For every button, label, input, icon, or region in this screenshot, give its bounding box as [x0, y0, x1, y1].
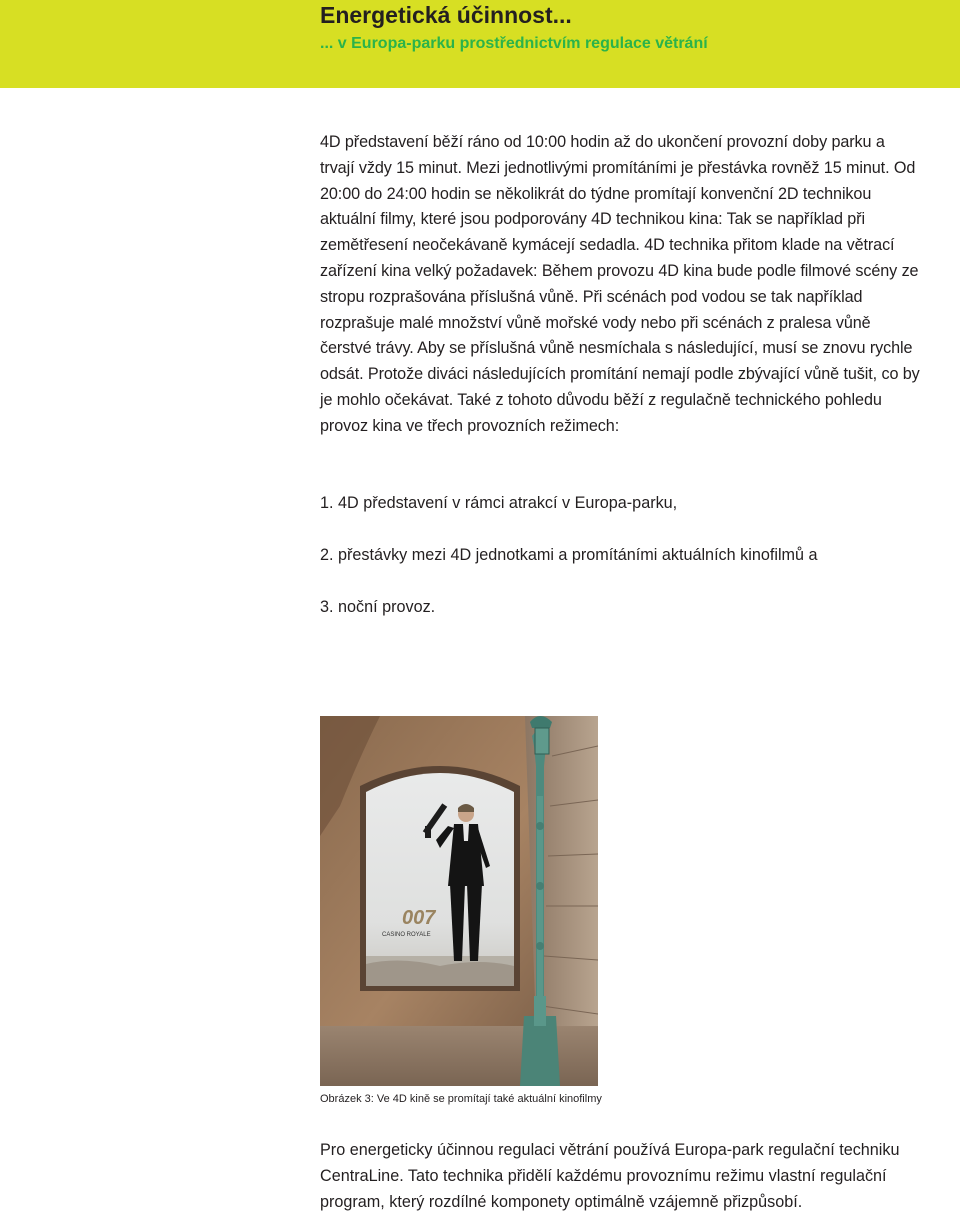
closing-paragraph: Pro energeticky účinnou regulaci větrání používá Europa-park regulační techniku CentraLine. Tato technika přidělí každému provoznímu režimu vlastní regulační program, který rozdílné komponety optimálně vzájemně přizpůsobí. — [320, 1141, 900, 1211]
list-item: 1. 4D představení v rámci atrakcí v Europa-parku, — [320, 494, 678, 512]
page-title: Energetická účinnost... — [320, 2, 572, 28]
page-subtitle: ... v Europa-parku prostřednictvím regulace větrání — [320, 35, 708, 52]
poster-title: CASINO ROYALE — [382, 932, 431, 938]
body-paragraph: 4D představení běží ráno od 10:00 hodin až do ukončení provozní doby parku a trvají vždy 15 minut. Mezi jednotlivými promítáními je přestávka rovněž 15 minut. Od 20:00 do 24:00 hodin se několikrát do týdne promítají konvenční 2D technikou aktuální filmy, které jsou podporovány 4D technikou kina: Tak se například při zemětřesení neočekávaně kymácejí sedadla. 4D technika přitom klade na větrací zařízení kina velký požadavek: Během provozu 4D kina bude podle filmové scény ze stropu rozprašována příslušná vůně. Při scénách pod vodou se tak například rozprašuje malé množství vůně mořské vody nebo při scénách z pralesa vůně čerstvé trávy. Aby se příslušná vůně nesmíchala s následující, musí se znovu rychle odsát. Protože diváci následujících promítání nemají podle zbývající vůně tušit, co by je mohlo očekávat. Také z tohoto důvodu běží z regulačně technického pohledu provoz kina ve třech provozních režimech: — [320, 133, 920, 435]
cinema-photo — [320, 716, 598, 1086]
poster-logo: 007 — [402, 907, 436, 929]
main-content — [320, 130, 920, 440]
figure-caption: Obrázek 3: Ve 4D kině se promítají také aktuální kinofilmy — [320, 1093, 602, 1105]
list-item: 2. přestávky mezi 4D jednotkami a promítáními aktuálních kinofilmů a — [320, 546, 818, 564]
list-item: 3. noční provoz. — [320, 598, 436, 616]
